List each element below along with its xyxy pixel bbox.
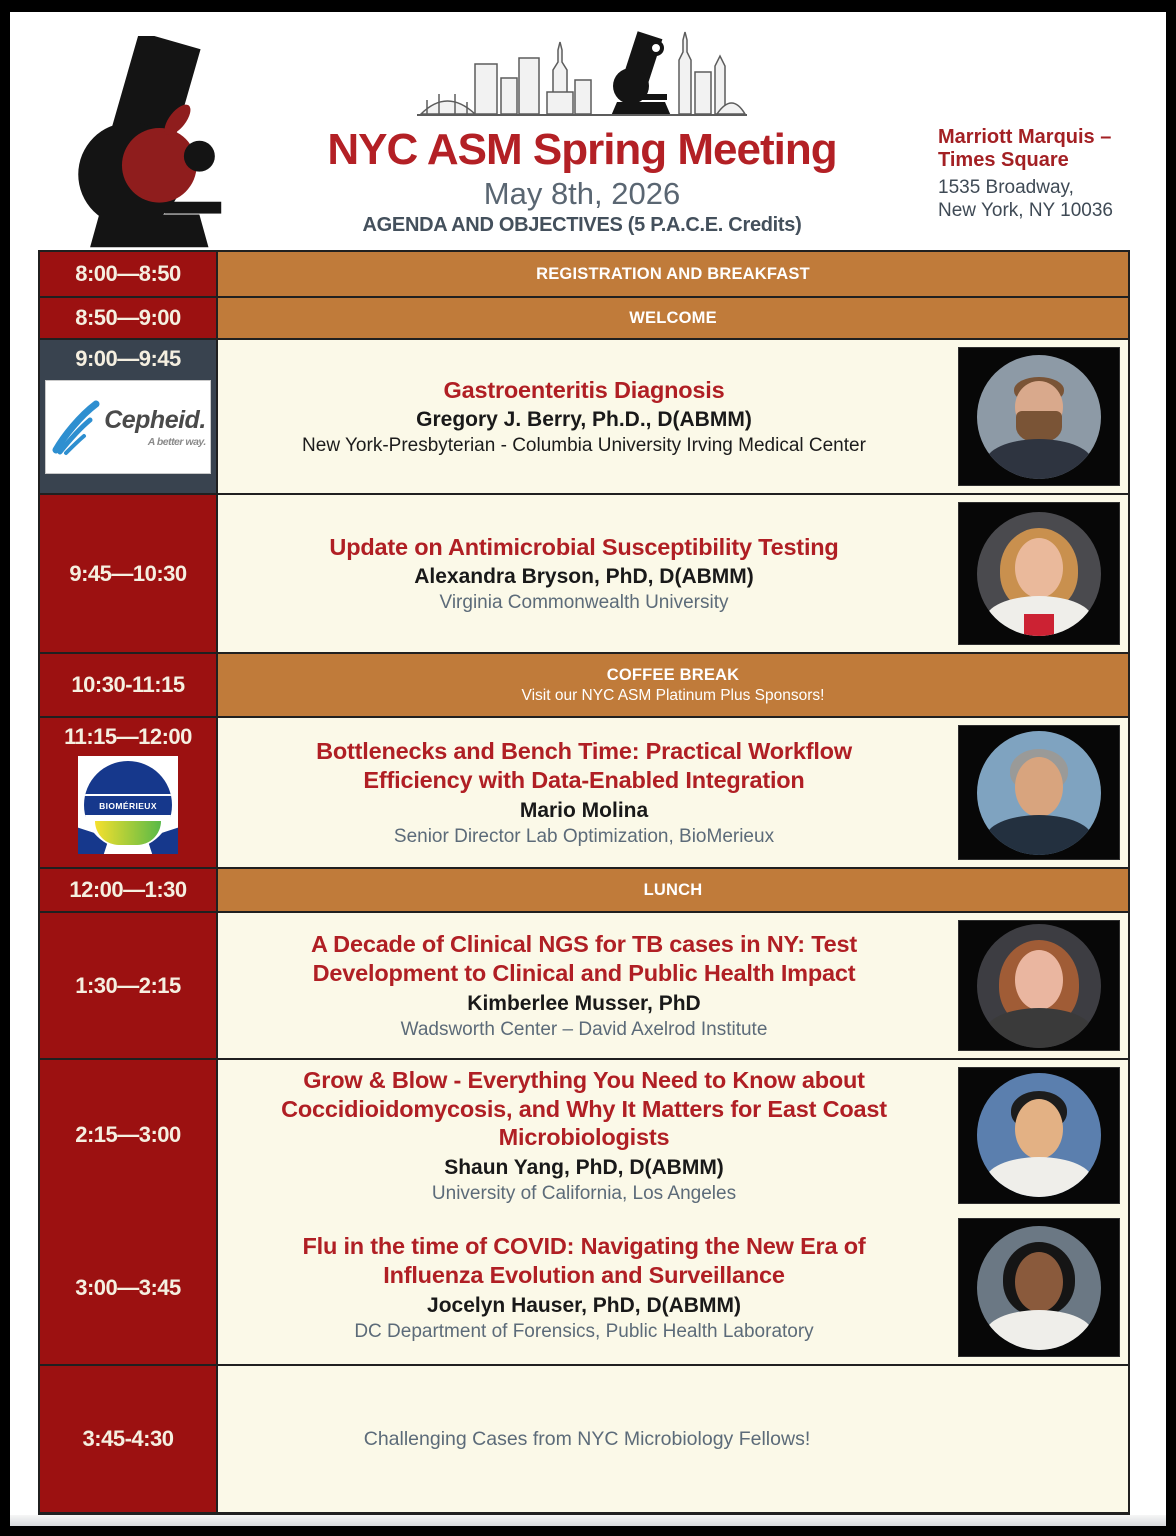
session-speaker: Alexandra Bryson, PhD, D(ABMM) [414, 565, 754, 589]
speaker-photo [958, 347, 1120, 486]
agenda-row-session-berry [40, 338, 1128, 493]
banner-label: LUNCH [643, 880, 703, 899]
agenda-row-session-molina [40, 716, 1128, 867]
session-affiliation: University of California, Los Angeles [431, 1182, 737, 1204]
agenda-row-coffee-break [40, 652, 1128, 716]
session-title: Gastroenteritis Diagnosis [443, 376, 725, 403]
cepheid-logo-name: Cepheid. [104, 406, 206, 434]
speaker-headshot-bryson [977, 512, 1101, 636]
note-cell: Challenging Cases from NYC Microbiology Fellows! [218, 1366, 1128, 1512]
speaker-photo [958, 725, 1120, 860]
agenda-table [38, 250, 1130, 1515]
agenda-row-session-hauser [40, 1209, 1128, 1364]
session-cell [218, 913, 950, 1058]
session-affiliation: New York-Presbyterian - Columbia University Irving Medical Center [302, 435, 866, 457]
banner-cell [218, 654, 1128, 716]
session-affiliation: Virginia Commonwealth University [439, 592, 729, 614]
session-speaker: Mario Molina [519, 798, 649, 822]
session-affiliation: Senior Director Lab Optimization, BioMerieux [393, 825, 775, 847]
speaker-headshot-molina [977, 731, 1101, 855]
venue-address [938, 177, 1152, 223]
speaker-photo [958, 502, 1120, 645]
speaker-headshot-berry [977, 355, 1101, 479]
time-slot-sponsor-cell [40, 718, 218, 867]
cepheid-logo [45, 380, 211, 474]
agenda-row-session-bryson [40, 493, 1128, 652]
time-slot: 2:15—3:00 [40, 1060, 218, 1211]
banner-label: WELCOME [629, 308, 717, 327]
agenda-row-session-musser [40, 911, 1128, 1058]
nyc-skyline-icon [417, 30, 747, 122]
session-cell [218, 495, 950, 652]
time-slot: 10:30-11:15 [40, 654, 218, 716]
venue-address-line2: New York, NY 10036 [938, 199, 1113, 221]
session-title: Grow & Blow - Everything You Need to Know about Coccidioidomycosis, and Why It Matters for East Coast Microbiologists [281, 1067, 887, 1151]
speaker-headshot-hauser [977, 1226, 1101, 1350]
time-slot: 9:45—10:30 [40, 495, 218, 652]
session-affiliation: DC Department of Forensics, Public Health Laboratory [354, 1320, 814, 1342]
session-speaker: Kimberlee Musser, PhD [467, 991, 701, 1015]
speaker-photo [958, 920, 1120, 1051]
time-slot: 12:00—1:30 [40, 869, 218, 911]
banner-label: COFFEE BREAK [606, 665, 740, 684]
event-date: May 8th, 2026 [483, 176, 681, 212]
agenda-row-fellows-cases [40, 1364, 1128, 1512]
speaker-headshot-musser [977, 924, 1101, 1048]
page-bottom-edge [10, 1515, 1166, 1526]
time-slot: 11:15—12:00 [64, 724, 192, 749]
time-slot: 3:00—3:45 [40, 1211, 218, 1364]
biomerieux-logo-name: BIOMÉRIEUX [84, 794, 172, 817]
time-slot: 9:00—9:45 [75, 346, 181, 371]
agenda-row-session-yang [40, 1058, 1128, 1209]
banner-cell [218, 298, 1128, 338]
page-header [10, 12, 1166, 250]
agenda-row-registration [40, 252, 1128, 296]
speaker-photo [958, 1067, 1120, 1204]
cepheid-logo-tagline: A better way. [147, 436, 206, 448]
session-affiliation: Wadsworth Center – David Axelrod Institute [400, 1018, 768, 1040]
cepheid-swoosh-icon [50, 398, 100, 456]
venue-address-line1: 1535 Broadway, [938, 177, 1074, 198]
venue-block [938, 22, 1156, 250]
banner-cell [218, 252, 1128, 296]
time-slot: 1:30—2:15 [40, 913, 218, 1058]
photo-cell [950, 1060, 1128, 1211]
photo-cell [950, 913, 1128, 1058]
session-title: A Decade of Clinical NGS for TB cases in NY: Test Development to Clinical and Public Health Impact [310, 931, 858, 986]
speaker-photo [958, 1218, 1120, 1357]
session-speaker: Gregory J. Berry, Ph.D., D(ABMM) [416, 408, 752, 432]
session-title: Update on Antimicrobial Susceptibility Testing [329, 533, 839, 560]
header-center [226, 22, 938, 250]
photo-cell [950, 1211, 1128, 1364]
agenda-row-welcome [40, 296, 1128, 338]
agenda-page [10, 12, 1166, 1526]
banner-cell [218, 869, 1128, 911]
microscope-apple-logo-icon [58, 36, 226, 250]
time-slot: 3:45-4:30 [40, 1366, 218, 1512]
session-cell [218, 1060, 950, 1211]
session-speaker: Jocelyn Hauser, PhD, D(ABMM) [427, 1293, 741, 1317]
venue-name: Marriott Marquis – Times Square [938, 126, 1112, 171]
agenda-row-lunch [40, 867, 1128, 911]
session-title: Bottlenecks and Bench Time: Practical Workflow Efficiency with Data-Enabled Integration [316, 738, 852, 793]
session-title: Flu in the time of COVID: Navigating the New Era of Influenza Evolution and Surveillance [302, 1233, 866, 1288]
photo-cell [950, 340, 1128, 493]
page-title: NYC ASM Spring Meeting [327, 125, 837, 174]
photo-cell [950, 495, 1128, 652]
biomerieux-logo [78, 756, 178, 854]
photo-cell [950, 718, 1128, 867]
session-speaker: Shaun Yang, PhD, D(ABMM) [444, 1155, 724, 1179]
time-slot-sponsor-cell [40, 340, 218, 493]
session-cell [218, 718, 950, 867]
banner-sublabel: Visit our NYC ASM Platinum Plus Sponsors! [521, 686, 825, 704]
speaker-headshot-yang [977, 1073, 1101, 1197]
time-slot: 8:00—8:50 [40, 252, 218, 296]
banner-label: REGISTRATION AND BREAKFAST [536, 264, 810, 283]
session-cell [218, 1211, 950, 1364]
agenda-subtitle: AGENDA AND OBJECTIVES (5 P.A.C.E. Credits) [362, 214, 802, 237]
session-cell [218, 340, 950, 493]
time-slot: 8:50—9:00 [40, 298, 218, 338]
